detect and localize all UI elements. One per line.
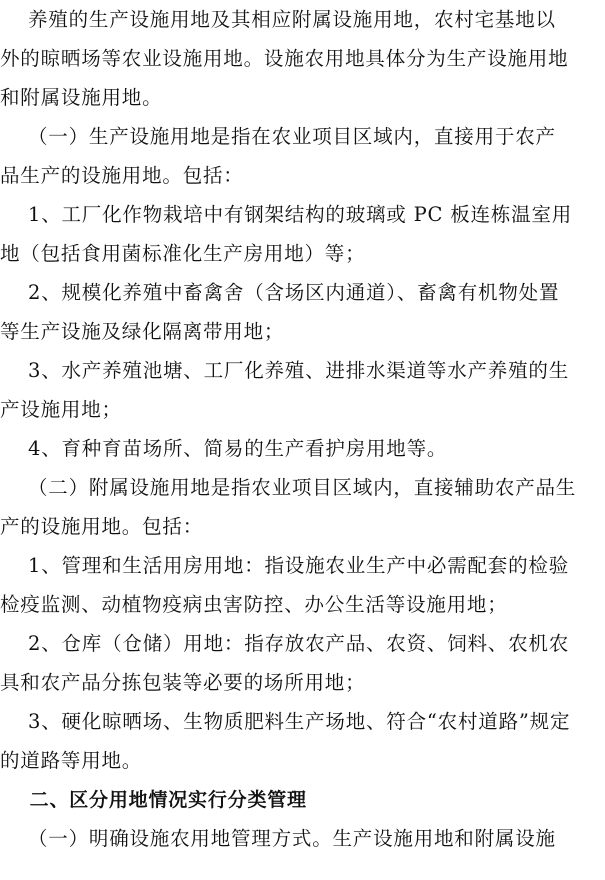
text-line: 2、仓库（仓储）用地：指存放农产品、农资、饲料、农机农 [0, 632, 570, 655]
text-line: 检疫监测、动植物疫病虫害防控、办公生活等设施用地； [0, 593, 508, 616]
text-line: （二）附属设施用地是指农业项目区域内，直接辅助农产品生 [0, 476, 577, 499]
text-line: 2、规模化养殖中畜禽舍（含场区内通道）、畜禽有机物处置 [0, 281, 560, 304]
text-line: 产设施用地； [0, 398, 122, 421]
text-line: 养殖的生产设施用地及其相应附属设施用地，农村宅基地以 [0, 8, 556, 31]
text-line: 3、水产养殖池塘、工厂化养殖、进排水渠道等水产养殖的生 [0, 359, 570, 382]
text-line: 和附属设施用地。 [0, 86, 163, 109]
text-line: （一）明确设施农用地管理方式。生产设施用地和附属设施 [0, 827, 556, 850]
text-line: 地（包括食用菌标准化生产房用地）等； [0, 242, 366, 265]
text-line: （一）生产设施用地是指在农业项目区域内，直接用于农产 [0, 125, 556, 148]
text-line: 1、工厂化作物栽培中有钢架结构的玻璃或 PC 板连栋温室用 [0, 203, 573, 226]
text-line: 等生产设施及绿化隔离带用地； [0, 320, 285, 343]
text-line: 的道路等用地。 [0, 749, 143, 772]
text-line: 3、硬化晾晒场、生物质肥料生产场地、符合“农村道路”规定 [0, 710, 571, 733]
text-line: 4、育种育苗场所、简易的生产看护房用地等。 [0, 437, 448, 460]
section-heading: 二、区分用地情况实行分类管理 [0, 789, 307, 811]
text-line: 1、管理和生活用房用地：指设施农业生产中必需配套的检验 [0, 554, 570, 577]
text-line: 具和农产品分拣包装等必要的场所用地； [0, 671, 366, 694]
text-line: 产的设施用地。包括： [0, 515, 204, 538]
text-line: 品生产的设施用地。包括： [0, 164, 244, 187]
text-line: 外的晾晒场等农业设施用地。设施农用地具体分为生产设施用地 [0, 47, 569, 70]
